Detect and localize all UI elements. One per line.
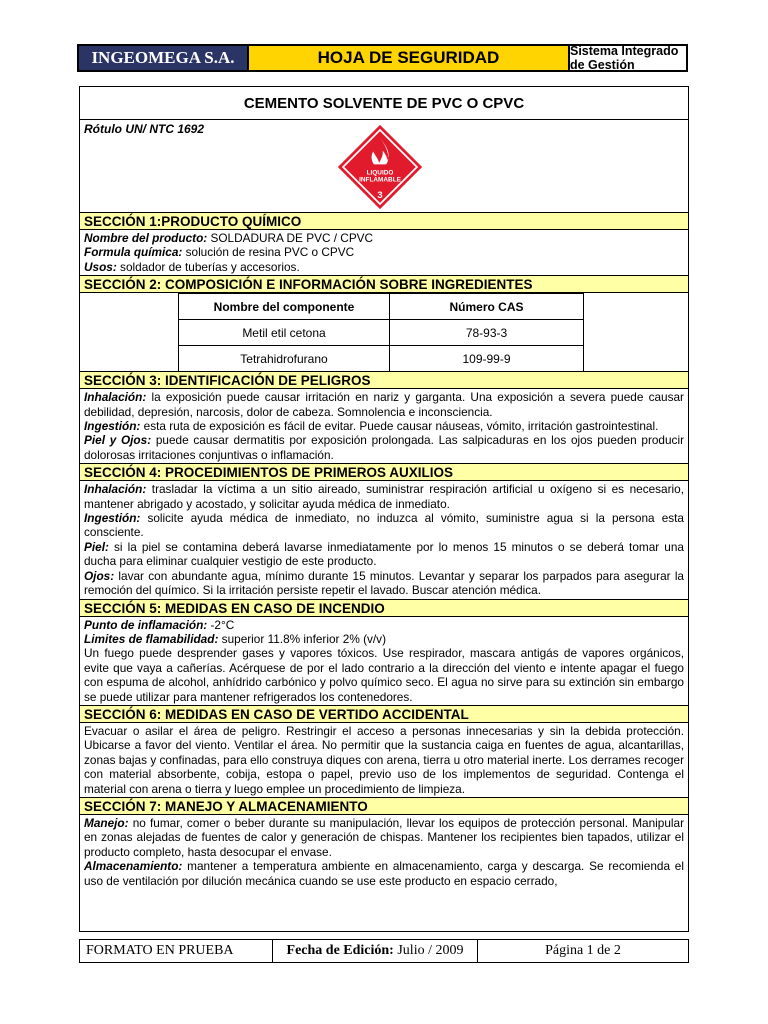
company-name: INGEOMEGA S.A. [79,46,249,70]
section-1-body [80,230,688,276]
hazard-inhalation [84,390,684,419]
rotulo-label: Rótulo UN/ NTC 1692 [84,122,205,136]
aid-eyes [84,569,684,598]
flash-point-label: Punto de inflamación: [84,617,208,632]
cas-number-cell: 78-93-3 [390,320,584,346]
hazard-inhalation-label: Inhalación: [84,390,147,405]
section-5-heading: SECCIÓN 5: MEDIDAS EN CASO DE INCENDIO [80,600,688,617]
uses-value: soldador de tuberías y accesorios. [116,259,300,274]
cas-number-header: Número CAS [390,294,584,320]
spill-measures-text: Evacuar o asilar el área de peligro. Restringir el acceso a personas innecesarias y sin la debida protección. Ubicarse a favor del viento. Ventilar el área. No permitir que la sustancia caiga en fuentes de agua, alcantarillas, zonas bajas y confinadas, para ello construya diques con arena, tierra u otro material inerte. Los derrames recoger con material absorbente, cobija, estopa o papel, previo uso de los implementos de seguridad. Contenga el material con arena o tierra y luego emplee un procedimiento de limpieza. [84,723,684,796]
storage-line [84,859,684,888]
aid-ingestion [84,511,684,540]
component-name-cell: Metil etil cetona [179,320,390,346]
composition-table [178,293,584,372]
edition-date-value: Julio / 2009 [393,943,464,958]
section-1-heading: SECCIÓN 1:PRODUCTO QUÍMICO [80,213,688,230]
section-6-heading: SECCIÓN 6: MEDIDAS EN CASO DE VERTIDO ACCIDENTAL [80,706,688,723]
page-number: Página 1 de 2 [545,943,621,958]
storage-text: mantener a temperatura ambiente en almacenamiento, carga y descarga. Se recomienda el uso de ventilación por dilución mecánica cuando se use este producto en espacio cerrado, [84,859,684,888]
section-3-heading: SECCIÓN 3: IDENTIFICACIÓN DE PELIGROS [80,372,688,389]
aid-inhalation-text: trasladar la víctima a un sitio aireado, suministrar respiración artificial u oxígeno si es necesario, mantener abrigado y acostado, y solicitar ayuda médica de inmediato. [84,482,684,511]
document-type: HOJA DE SEGURIDAD [249,46,570,70]
product-name-line [84,231,684,245]
section-6-body [80,723,688,798]
component-name-header: Nombre del componente [179,294,390,320]
table-row [179,346,584,372]
aid-skin-label: Piel: [84,539,109,554]
hazard-skin-eyes [84,433,684,462]
hazard-inhalation-text: la exposición puede causar irritación en nariz y garganta. Una exposición a severa puede causar debilidad, depresión, narcosis, dolor de cabeza. Somnolencia e inconsciencia. [84,390,684,419]
storage-label: Almacenamiento: [84,859,183,874]
document-footer [79,939,689,963]
aid-inhalation-label: Inhalación: [84,482,147,497]
edition-date [273,940,478,962]
fire-measures-text: Un fuego puede desprender gases y vapores tóxicos. Use respirador, mascara antigás de vapores orgánicos, evite que vaya a cañerías. Acérquese de por el lado contrario a la dirección del viento e intente apagar el fuego con espuma de alcohol, anhídrido carbónico y polvo químico seco. El agua no sirve para su extinción sin embargo se puede utilizar para mantener refrigerados los contenedores. [84,646,684,704]
handling-line [84,816,684,859]
formula-value: solución de resina PVC o CPVC [182,245,355,260]
formula-line [84,245,684,259]
flash-point-line [84,618,684,632]
hazard-ingestion-text: esta ruta de exposición es fácil de evitar. Puede causar náuseas, vómito, irritación gastrointestinal. [140,419,659,434]
flash-point-value: -2°C [207,617,235,632]
aid-eyes-text: lavar con abundante agua, mínimo durante 15 minutos. Levantar y separar los parpados para asegurar la remoción del químico. Si la irritación persiste repetir el lavado. Buscar atención médica. [84,568,684,598]
cas-number-cell: 109-99-9 [390,346,584,372]
document-header [77,44,688,72]
composition-area [80,293,688,372]
flammability-limits-value: superior 11.8% inferior 2% (v/v) [218,631,387,646]
management-system: Sistema Integrado de Gestión [570,44,679,72]
section-7-body [80,815,688,889]
section-2-heading: SECCIÓN 2: COMPOSICIÓN E INFORMACIÓN SOBRE INGREDIENTES [80,276,688,293]
placard-line2: INFLAMABLE [359,176,401,184]
section-4-heading: SECCIÓN 4: PROCEDIMIENTOS DE PRIMEROS AUXILIOS [80,464,688,481]
handling-text: no fumar, comer o beber durante su manipulación, llevar los equipos de protección personal. Manipular en zonas alejadas de fuentes de calor y generación de chispas. Mantener los recipientes bien tapados, utilizar el producto completo, hasta desocupar el envase. [84,815,684,859]
uses-label: Usos: [84,259,117,274]
aid-eyes-label: Ojos: [84,568,115,583]
hazard-ingestion [84,419,684,433]
safety-sheet-body [79,86,689,932]
table-row [179,320,584,346]
handling-label: Manejo: [84,815,129,830]
aid-skin [84,540,684,569]
component-name-cell: Tetrahidrofurano [179,346,390,372]
placard-line1: LIQUIDO [366,169,394,177]
edition-date-label: Fecha de Edición: [286,943,394,958]
format-status: FORMATO EN PRUEBA [80,940,273,962]
product-title: CEMENTO SOLVENTE DE PVC O CPVC [80,87,688,120]
aid-ingestion-text: solicite ayuda médica de inmediato, no induzca al vómito, suministre agua si la persona esta consciente. [84,511,684,540]
composition-header-row [179,294,584,320]
hazard-skin-eyes-text: puede causar dermatitis por exposición prolongada. Las salpicaduras en los ojos pueden producir dolorosas irritaciones conjuntivas o inflamación. [84,433,685,462]
flammability-limits-line [84,632,684,646]
aid-skin-text: si la piel se contamina deberá lavarse inmediatamente por lo menos 15 minutos o se deberá tomar una ducha para eliminar cualquier vestigio de este producto. [84,539,684,569]
section-5-body [80,617,688,706]
section-7-heading: SECCIÓN 7: MANEJO Y ALMACENAMIENTO [80,798,688,815]
rotulo-row [80,120,688,213]
hazard-ingestion-label: Ingestión: [84,419,141,434]
flammable-liquid-placard-icon [337,124,423,210]
hazard-skin-eyes-label: Piel y Ojos: [84,433,152,448]
uses-line [84,260,684,274]
product-name-label: Nombre del producto: [84,231,208,245]
section-3-body [80,389,688,464]
aid-inhalation [84,482,684,511]
aid-ingestion-label: Ingestión: [84,511,141,526]
formula-label: Formula química: [84,245,183,260]
flammability-limits-label: Limites de flamabilidad: [84,631,219,646]
placard-class-number: 3 [377,189,383,201]
product-name-value: SOLDADURA DE PVC / CPVC [207,231,374,245]
section-4-body [80,481,688,599]
